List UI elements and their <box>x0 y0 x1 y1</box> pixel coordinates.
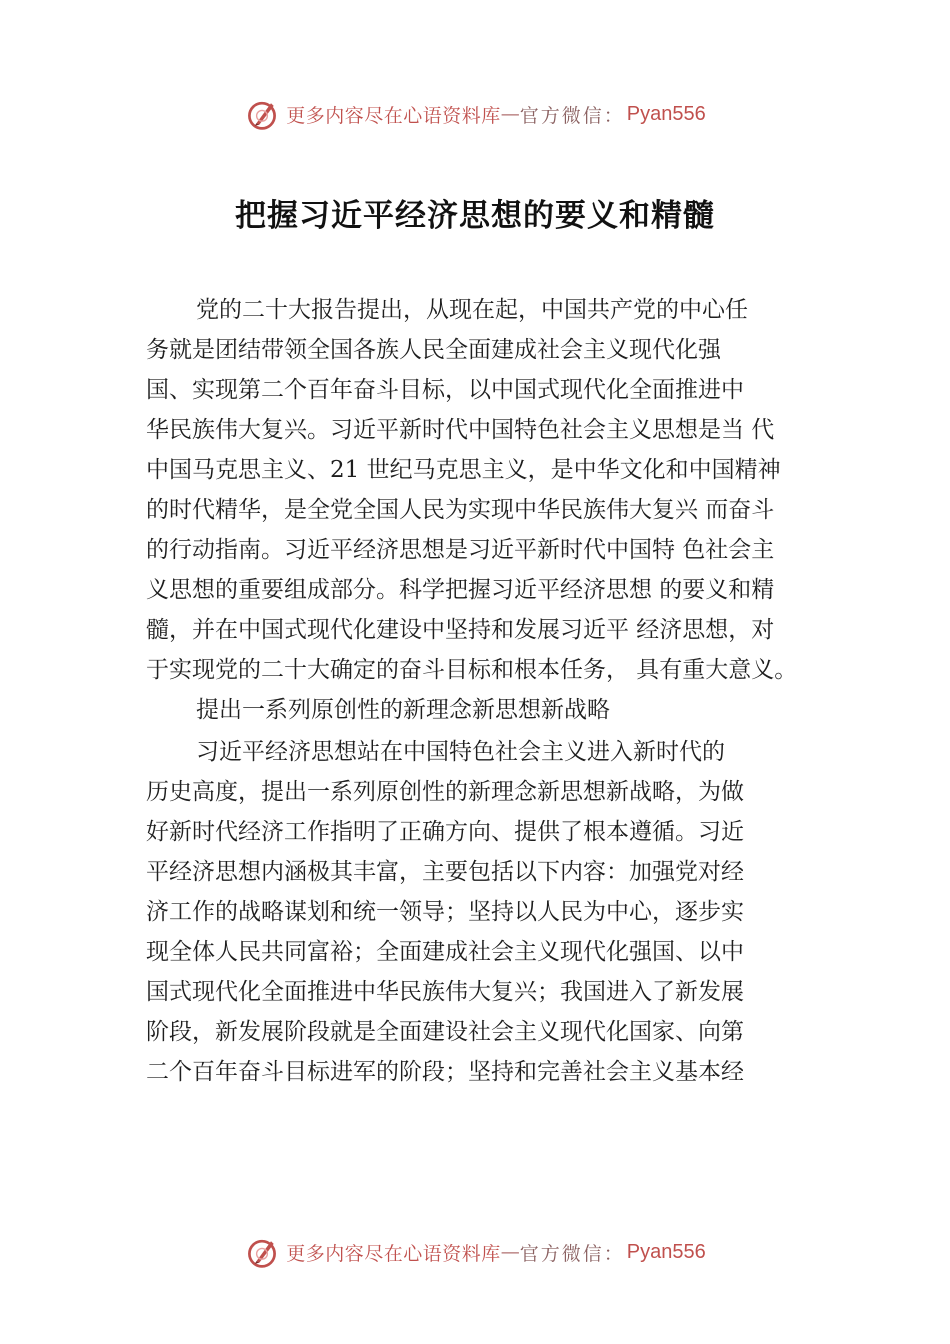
text-line: 党的二十大报告提出，从现在起，中国共产党的中心任 <box>196 297 748 323</box>
section-heading: 提出一系列原创性的新理念新思想新战略 <box>196 697 610 723</box>
paragraph-2 <box>146 732 846 1092</box>
text-line: 济工作的战略谋划和统一领导；坚持以人民为中心，逐步实 <box>146 899 744 925</box>
text-line: 二个百年奋斗目标进军的阶段；坚持和完善社会主义基本经 <box>146 1059 744 1085</box>
quill-pen-logo-icon <box>244 1234 280 1270</box>
text-line: 国式现代化全面推进中华民族伟大复兴；我国进入了新发展 <box>146 979 744 1005</box>
header-watermark <box>0 94 950 134</box>
text-line: 阶段，新发展阶段就是全面建设社会主义现代化国家、向第 <box>146 1019 744 1045</box>
watermark-brand: 更多内容尽在心语资料库 <box>286 1242 501 1265</box>
text-line: 习近平经济思想站在中国特色社会主义进入新时代的 <box>196 739 725 765</box>
text-line: 平经济思想内涵极其丰富，主要包括以下内容：加强党对经 <box>146 859 744 885</box>
watermark-wechat-id: Pyan556 <box>626 1240 706 1263</box>
paragraph-1 <box>146 290 846 690</box>
text-line: 历史高度，提出一系列原创性的新理念新思想新战略，为做 <box>146 779 744 805</box>
text-line: 中国马克思主义、21 世纪马克思主义，是中华文化和中国精神 <box>146 457 781 483</box>
document-body <box>146 290 846 1092</box>
text-line: 的时代精华，是全党全国人民为实现中华民族伟大复兴 而奋斗 <box>146 497 775 523</box>
text-line: 于实现党的二十大确定的奋斗目标和根本任务， 具有重大意义。 <box>146 657 798 683</box>
watermark-official-label: 官方微信： <box>519 1242 625 1265</box>
quill-pen-logo-icon <box>244 96 280 132</box>
watermark-separator: — <box>500 1241 520 1263</box>
text-line: 华民族伟大复兴。习近平新时代中国特色社会主义思想是当 代 <box>146 417 775 443</box>
footer-watermark <box>0 1232 950 1272</box>
watermark-separator: — <box>500 103 520 125</box>
watermark-wechat-id: Pyan556 <box>626 102 706 125</box>
text-line: 好新时代经济工作指明了正确方向、提供了根本遵循。习近 <box>146 819 744 845</box>
text-line: 的行动指南。习近平经济思想是习近平新时代中国特 色社会主 <box>146 537 775 563</box>
document-title: 把握习近平经济思想的要义和精髓 <box>235 198 715 234</box>
text-line: 国、实现第二个百年奋斗目标，以中国式现代化全面推进中 <box>146 377 744 403</box>
text-line: 义思想的重要组成部分。科学把握习近平经济思想 的要义和精 <box>146 577 775 603</box>
watermark-official-label: 官方微信： <box>519 104 625 127</box>
watermark-brand: 更多内容尽在心语资料库 <box>286 104 501 127</box>
text-line: 现全体人民共同富裕；全面建成社会主义现代化强国、以中 <box>146 939 744 965</box>
text-line: 务就是团结带领全国各族人民全面建成社会主义现代化强 <box>146 337 721 363</box>
text-line: 髓，并在中国式现代化建设中坚持和发展习近平 经济思想，对 <box>146 617 775 643</box>
